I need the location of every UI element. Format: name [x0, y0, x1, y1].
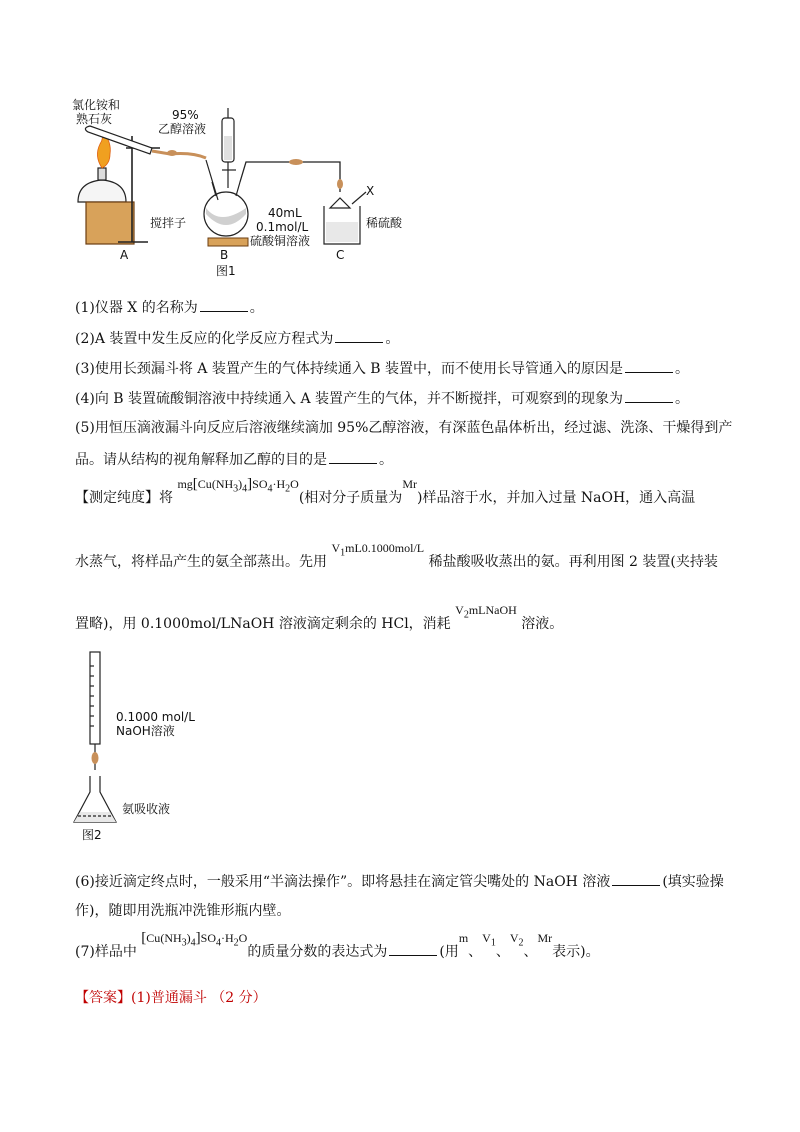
- question-1-end: 。: [249, 300, 264, 316]
- purity-line-2-end: 稀盐酸吸收蒸出的氨。再利用图 2 装置(夹持装: [428, 554, 718, 570]
- question-6-line-2: [75, 903, 735, 919]
- question-3: [75, 359, 735, 377]
- titration-diagram: [70, 646, 220, 846]
- tube-connector-3: [337, 179, 343, 189]
- question-6-end-1: (填实验操: [662, 874, 724, 890]
- question-6-text-2: 作)，随即用洗瓶冲洗锥形瓶内壁。: [75, 903, 291, 919]
- q7-end: 表示)。: [552, 944, 600, 960]
- q7-sep-3: 、: [523, 944, 538, 960]
- reagent-label-1: 氯化铵和: [72, 98, 121, 112]
- purity-line-1: [75, 476, 735, 511]
- question-5-end: 。: [379, 452, 393, 468]
- question-7-text: 的质量分数的表达式为: [247, 944, 388, 960]
- label-b: B: [220, 248, 229, 262]
- question-5-text-2: 品。请从结构的视角解释加乙醇的目的是: [75, 452, 327, 468]
- purity-text-1: (相对分子质量为: [298, 490, 403, 506]
- q7-nh: NH: [164, 931, 182, 945]
- alcohol-lamp: [78, 168, 126, 202]
- question-6-line-1: [75, 872, 735, 890]
- formula-mass: mg: [177, 477, 193, 491]
- q7-mr: Mr: [537, 931, 553, 945]
- q7-v1: [482, 931, 496, 949]
- question-6-text-1: (6)接近滴定终点时，一般采用“半滴法操作”。即将悬挂在滴定管尖嘴处的 NaOH 溶液: [75, 874, 611, 890]
- conical-flask: [74, 776, 116, 822]
- formula-o: O: [290, 477, 299, 491]
- rubber-tube: [152, 151, 206, 158]
- question-5-line-1: [75, 420, 735, 436]
- formula-h: ·H: [272, 477, 286, 491]
- question-2-text: (2)A 装置中发生反应的化学反应方程式为: [75, 331, 334, 347]
- q7-m: m: [458, 931, 469, 945]
- question-4: [75, 389, 735, 407]
- question-1-text: (1)仪器 X 的名称为: [75, 300, 198, 316]
- q7-v1-label: V: [482, 931, 491, 945]
- figure-2: [70, 646, 220, 846]
- q7-sep-2: 、: [495, 944, 510, 960]
- answer-blank-4: [625, 389, 673, 403]
- burette-tip: [92, 752, 99, 764]
- q7-o: O: [238, 931, 248, 945]
- wooden-block: [86, 202, 134, 244]
- formula: $mg[Cu(NH_3)_4]SO_4\cdot H_2O$: [177, 476, 299, 495]
- absorber-label: 氨吸收液: [122, 802, 171, 816]
- question-3-end: 。: [675, 361, 690, 377]
- purity-line-2: [75, 541, 735, 575]
- question-2-end: 。: [385, 331, 400, 347]
- purity-line-3: [75, 603, 735, 637]
- dropping-funnel: [222, 108, 236, 188]
- beaker: [324, 192, 366, 244]
- q7-after: (用: [439, 944, 459, 960]
- figure-1-caption: 图1: [216, 264, 236, 278]
- answer-blank-5: [329, 450, 377, 464]
- v2-sub: 2: [463, 609, 469, 621]
- reagent-label-2: 熟石灰: [76, 112, 113, 126]
- formula-sub-3: 3: [233, 483, 239, 495]
- formula-sub-2: 2: [285, 483, 291, 495]
- question-5-line-2: [75, 450, 735, 468]
- q7-cu: Cu: [146, 931, 161, 945]
- acid-label: 稀硫酸: [366, 216, 403, 230]
- v1-expression: [331, 541, 425, 559]
- figure-2-caption: 图2: [82, 828, 102, 842]
- q7-sub-3: 3: [181, 937, 187, 949]
- purity-mr: Mr: [402, 477, 417, 491]
- q7-formula: $[Cu(NH_3)_4]SO_4\cdot H_2O$: [141, 930, 248, 949]
- question-7: [75, 930, 735, 965]
- answer-blank-6: [612, 872, 660, 886]
- q7-h: ·H: [221, 931, 234, 945]
- stirrer-plate: [208, 238, 248, 246]
- concentration-label: 0.1mol/L: [256, 220, 309, 234]
- answer-blank-1: [200, 298, 248, 312]
- naoh-concentration-label: 0.1000 mol/L: [116, 710, 195, 724]
- q7-v2: [509, 931, 524, 949]
- question-5-text-1: (5)用恒压滴液漏斗向反应后溶液继续滴加 95%乙醇溶液，有深蓝色晶体析出，经过滤、洗涤、干燥得到产: [75, 420, 733, 436]
- question-7-prefix: (7)样品中: [75, 944, 137, 960]
- question-3-text: (3)使用长颈漏斗将 A 装置产生的气体持续通入 B 装置中，而不使用长导管通入的原因是: [75, 361, 624, 377]
- formula-sub-4: 4: [242, 483, 248, 495]
- figure-1: [60, 96, 420, 282]
- tube-connector-2: [289, 159, 303, 165]
- stirrer-label: 搅拌子: [150, 216, 187, 230]
- q7-sep-1: 、: [468, 944, 483, 960]
- v2-expression: [455, 603, 517, 621]
- copper-sulfate-label: 硫酸铜溶液: [250, 234, 311, 248]
- answer-blank-7: [389, 942, 437, 956]
- formula-sub-4b: 4: [267, 483, 273, 495]
- x-label: X: [366, 184, 375, 198]
- question-4-text: (4)向 B 装置硫酸铜溶液中持续通入 A 装置产生的气体，并不断搅拌，可观察到的现象为: [75, 391, 624, 407]
- question-2: [75, 329, 735, 347]
- formula-nh: NH: [215, 477, 234, 491]
- v1-label: V: [331, 541, 341, 555]
- purity-text-2: )样品溶于水，并加入过量 NaOH，通入高温: [416, 490, 696, 506]
- outlet-tube: [240, 162, 340, 192]
- q7-sub-4b: 4: [216, 937, 221, 949]
- q7-v2-label: V: [509, 931, 519, 945]
- v1-sub: 1: [340, 547, 346, 559]
- purity-line-3-text: 置略)，用 0.1000mol/LNaOH 溶液滴定剩余的 HCl，消耗: [75, 616, 451, 632]
- volume-label: 40mL: [268, 206, 302, 220]
- naoh-solution-label: NaOH溶液: [116, 724, 175, 738]
- v2-label: V: [455, 603, 464, 617]
- purity-line-2-text: 水蒸气，将样品产生的氨全部蒸出。先用: [75, 554, 327, 570]
- label-c: C: [336, 248, 345, 262]
- three-neck-flask: [204, 160, 248, 236]
- purity-line-3-end: 溶液。: [521, 616, 564, 632]
- formula-cu: Cu: [197, 477, 212, 491]
- q7-sub-2: 2: [233, 937, 239, 949]
- v1-unit: mL0.1000mol/L: [345, 541, 425, 555]
- question-1: [75, 298, 735, 316]
- v2-unit: mLNaOH: [468, 603, 517, 617]
- answer-line: 【答案】(1)普通漏斗 （2 分）: [75, 990, 267, 1006]
- ethanol-solution-label: 乙醇溶液: [158, 122, 207, 136]
- question-4-end: 。: [675, 391, 690, 407]
- purity-heading: 【测定纯度】将: [75, 490, 173, 506]
- q7-so: SO: [200, 931, 216, 945]
- answer-blank-3: [625, 359, 673, 373]
- q7-v2-sub: 2: [518, 937, 524, 949]
- test-tube: [85, 126, 152, 154]
- ethanol-percent-label: 95%: [172, 108, 199, 122]
- formula-so: SO: [252, 477, 268, 491]
- label-a: A: [120, 248, 129, 262]
- q7-v1-sub: 1: [490, 937, 496, 949]
- answer-blank-2: [335, 329, 383, 343]
- tube-connector: [167, 150, 177, 156]
- q7-sub-4: 4: [190, 937, 196, 949]
